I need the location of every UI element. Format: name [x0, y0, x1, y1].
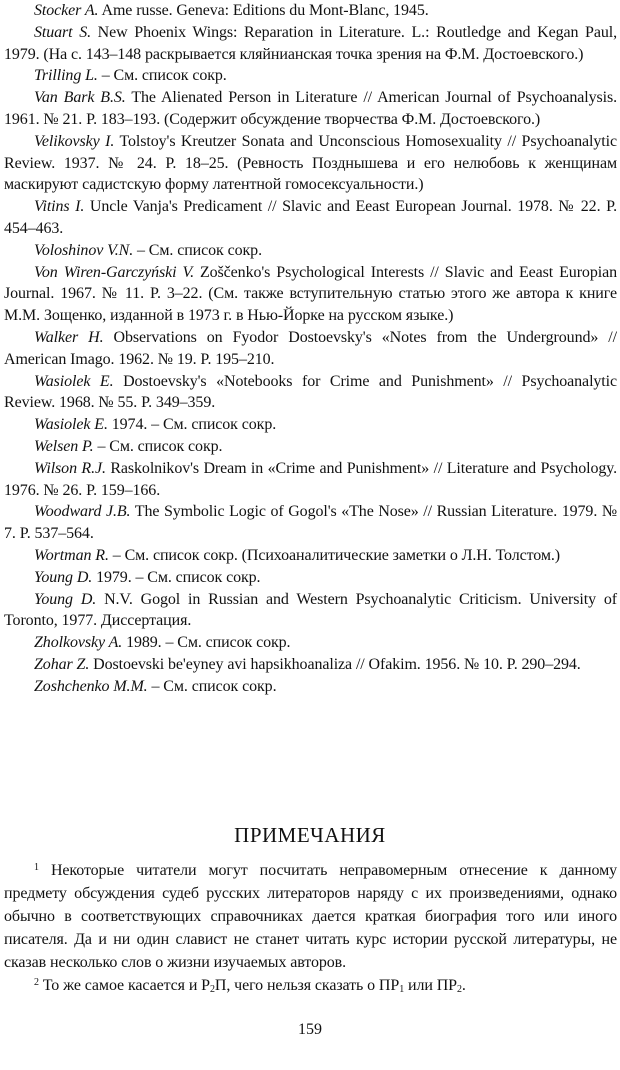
entry-text: New Phoenix Wings: Reparation in Literature. L.: Routledge and Kegan Paul, 1979. (На с. 143–148 раскрывается кляйнианская точка зрения на Ф.М. Достоевского.) [4, 23, 617, 63]
entry-text: Zoščenko's Psychological Interests // Slavic and Eeast Europian Journal. 1967. № 11. P. 3–22. (См. также вступительную статью этого же автора к книге М.М. Зощенко, изданной в 1973 г. в Нью-Йорке на русском языке.) [4, 263, 617, 325]
page-number: 159 [298, 1021, 322, 1038]
entry-text: 1989. – См. список сокр. [122, 634, 291, 652]
entry-author: Zohar Z. [34, 655, 90, 673]
footnote-2 [4, 974, 617, 997]
entry-author: Wasiolek E. [34, 416, 108, 434]
entry-text: – См. список сокр. [93, 437, 223, 455]
entry-text: – См. список сокр. [97, 67, 227, 85]
entry-author: Woodward J.B. [34, 503, 131, 521]
notes-section [4, 859, 617, 997]
entry-author: Velikovsky I. [34, 132, 115, 150]
entry-text: – См. список сокр. (Психоаналитические заметки о Л.Н. Толстом.) [108, 546, 561, 564]
footnote-text: или ПР [404, 977, 457, 994]
entry-text: – См. список сокр. [147, 677, 277, 695]
entry-text: Tolstoy's Kreutzer Sonata and Unconscious Homosexuality // Psychoanalytic Review. 1937. № 24. P. 18–25. (Ревность Позднышева и его нелюбовь к женщинам маскируют садистскую форму латентной гомосексуальности.) [4, 132, 617, 194]
bibliography-entry [4, 654, 617, 676]
footnote-marker: 2 [34, 977, 39, 988]
entry-text: Observations on Fyodor Dostoevsky's «Notes from the Underground» // American Imago. 1962. № 19. P. 195–210. [4, 328, 617, 368]
entry-author: Trilling L. [34, 67, 98, 85]
entry-text: Raskolnikov's Dream in «Crime and Punishment» // Literature and Psychology. 1976. № 26. P. 159–166. [4, 459, 618, 499]
entry-author: Wortman R. [34, 546, 109, 564]
entry-author: Vitins I. [34, 198, 85, 216]
entry-author: Young D. [34, 568, 93, 586]
entry-author: Wasiolek E. [34, 372, 114, 390]
entry-author: Van Bark B.S. [34, 89, 126, 107]
bibliography-entry [4, 567, 617, 589]
entry-text: Dostoevski be'eyney avi hapsikhoanaliza // Ofakim. 1956. № 10. P. 290–294. [89, 655, 581, 673]
entry-author: Stocker A. [34, 2, 99, 19]
subscript: 2 [456, 984, 462, 995]
footnote-text: . [461, 977, 466, 994]
section-title: ПРИМЕЧАНИЯ [234, 823, 386, 847]
entry-text: 1979. – См. список сокр. [92, 568, 261, 586]
bibliography-entry [4, 131, 617, 196]
entry-author: Stuart S. [34, 23, 91, 41]
footnote-text: Некоторые читатели могут посчитать неправомерным отнесение к данному предмету обсуждения судеб русских литераторов наряду с их произведениями, однако обычно в соответствующих справочниках дается краткая биография того или иного писателя. Да и ни один славист не станет читать курс истории русской литературы, не сказав несколько слов о жизни изучаемых авторов. [4, 862, 617, 971]
bibliography-entry [4, 240, 617, 262]
entry-author: Young D. [34, 590, 97, 608]
bibliography-entry [4, 262, 617, 327]
entry-author: Voloshinov V.N. [34, 241, 134, 259]
footnote-1 [4, 859, 617, 974]
bibliography-entry [4, 87, 617, 131]
bibliography-entry [4, 436, 617, 458]
footnote-text: П, чего нельзя сказать о ПР [214, 977, 400, 994]
bibliography-entry [4, 676, 617, 698]
entry-text: Ame russe. Geneva: Editions du Mont-Blanc, 1945. [98, 2, 429, 19]
entry-text: Dostoevsky's «Notebooks for Crime and Punishment» // Psychoanalytic Review. 1968. № 55. P. 349–359. [4, 372, 618, 412]
bibliography-entry [4, 371, 617, 415]
entry-text: 1974. – См. список сокр. [107, 416, 277, 434]
footnote-text: То же самое касается и Р [38, 977, 210, 994]
bibliography-list [4, 0, 617, 698]
bibliography-entry [4, 632, 617, 654]
bibliography-entry [4, 65, 617, 87]
entry-text: The Symbolic Logic of Gogol's «The Nose» // Russian Literature. 1979. № 7. P. 537–564. [4, 503, 617, 543]
bibliography-entry [4, 589, 617, 633]
entry-author: Wilson R.J. [34, 459, 106, 477]
entry-text: – См. список сокр. [133, 241, 262, 259]
bibliography-entry [4, 501, 617, 545]
entry-author: Von Wiren-Garczyński V. [34, 263, 194, 281]
entry-text: Uncle Vanja's Predicament // Slavic and Eeast European Journal. 1978. № 22. P. 454–463. [4, 198, 618, 237]
bibliography-entry [4, 196, 617, 240]
bibliography-entry [4, 414, 617, 436]
bibliography-entry [4, 22, 617, 66]
bibliography-entry [4, 327, 617, 371]
bibliography-entry [4, 545, 617, 567]
entry-author: Welsen P. [34, 437, 94, 455]
entry-text: N.V. Gogol in Russian and Western Psychoanalytic Criticism. University of Toronto, 1977. Диссертация. [4, 590, 617, 630]
bibliography-entry [4, 458, 617, 502]
entry-author: Walker H. [34, 328, 104, 346]
bibliography-entry [4, 0, 617, 22]
entry-text: The Alienated Person in Literature // American Journal of Psychoanalysis. 1961. № 21. P. 183–193. (Содержит обсуждение творчества Ф.М. Достоевского.) [4, 89, 617, 128]
subscript: 1 [399, 984, 405, 995]
footnote-marker: 1 [34, 862, 39, 873]
entry-author: Zholkovsky A. [34, 634, 123, 652]
subscript: 2 [210, 984, 215, 995]
entry-author: Zoshchenko M.M. [34, 677, 148, 695]
